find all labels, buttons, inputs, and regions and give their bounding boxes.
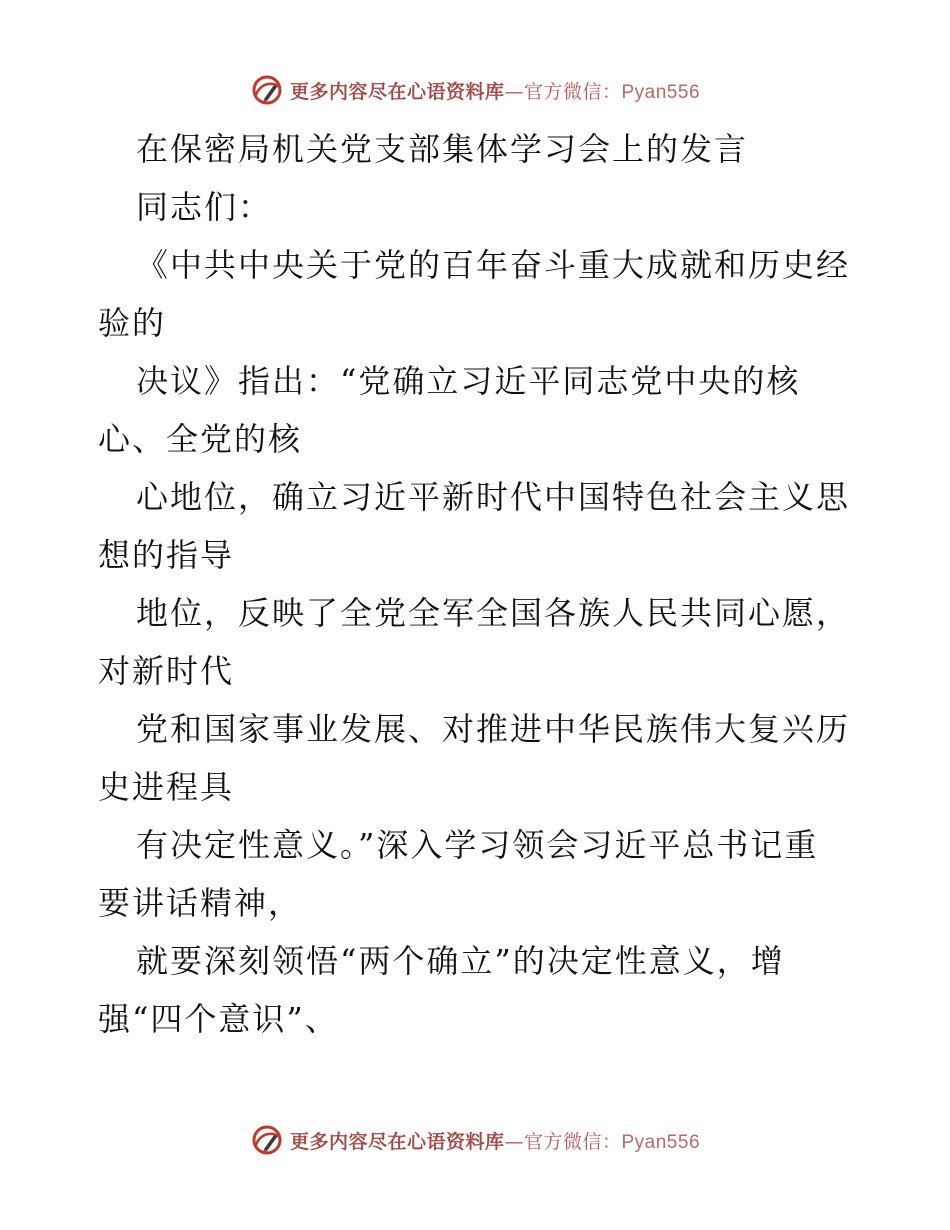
header-wechat-handle: Pyan556 <box>621 81 701 103</box>
text-line: 《中共中央关于党的百年奋斗重大成就和历史经 <box>136 246 851 284</box>
text-line: 对新时代 <box>98 652 235 690</box>
footer-wechat-label: 官方微信： <box>523 1130 622 1153</box>
header-banner-text <box>290 77 700 104</box>
text-line: 党和国家事业发展、对推进中华民族伟大复兴历 <box>136 710 851 748</box>
text-line: 同志们： <box>136 188 273 226</box>
red-pen-swirl-logo-icon <box>250 1123 284 1157</box>
footer-wechat-handle: Pyan556 <box>621 1131 701 1153</box>
text-line: 在保密局机关党支部集体学习会上的发言 <box>136 130 749 168</box>
text-line: 心、全党的核 <box>98 420 303 458</box>
document-body <box>98 120 858 1048</box>
text-line: 决议》指出：“党确立习近平同志党中央的核 <box>136 362 801 400</box>
text-line: 强“四个意识”、 <box>98 1000 339 1038</box>
text-line: 史进程具 <box>98 768 235 806</box>
header-dash: — <box>504 80 524 103</box>
footer-site-name: 更多内容尽在心语资料库 <box>289 1130 505 1153</box>
text-line: 有决定性意义。”深入学习领会习近平总书记重 <box>136 826 819 864</box>
header-banner <box>0 70 950 110</box>
header-site-name: 更多内容尽在心语资料库 <box>289 80 505 103</box>
footer-banner-text <box>290 1127 700 1154</box>
text-line: 要讲话精神， <box>98 884 303 922</box>
text-line: 心地位，确立习近平新时代中国特色社会主义思 <box>136 478 851 516</box>
footer-dash: — <box>504 1130 524 1153</box>
text-line: 地位，反映了全党全军全国各族人民共同心愿， <box>136 594 851 632</box>
footer-banner <box>0 1120 950 1160</box>
text-line: 验的 <box>98 304 167 342</box>
header-wechat-label: 官方微信： <box>523 80 622 103</box>
text-line: 就要深刻领悟“两个确立”的决定性意义，增 <box>136 942 785 980</box>
red-pen-swirl-logo-icon <box>250 73 284 107</box>
text-line: 想的指导 <box>98 536 235 574</box>
